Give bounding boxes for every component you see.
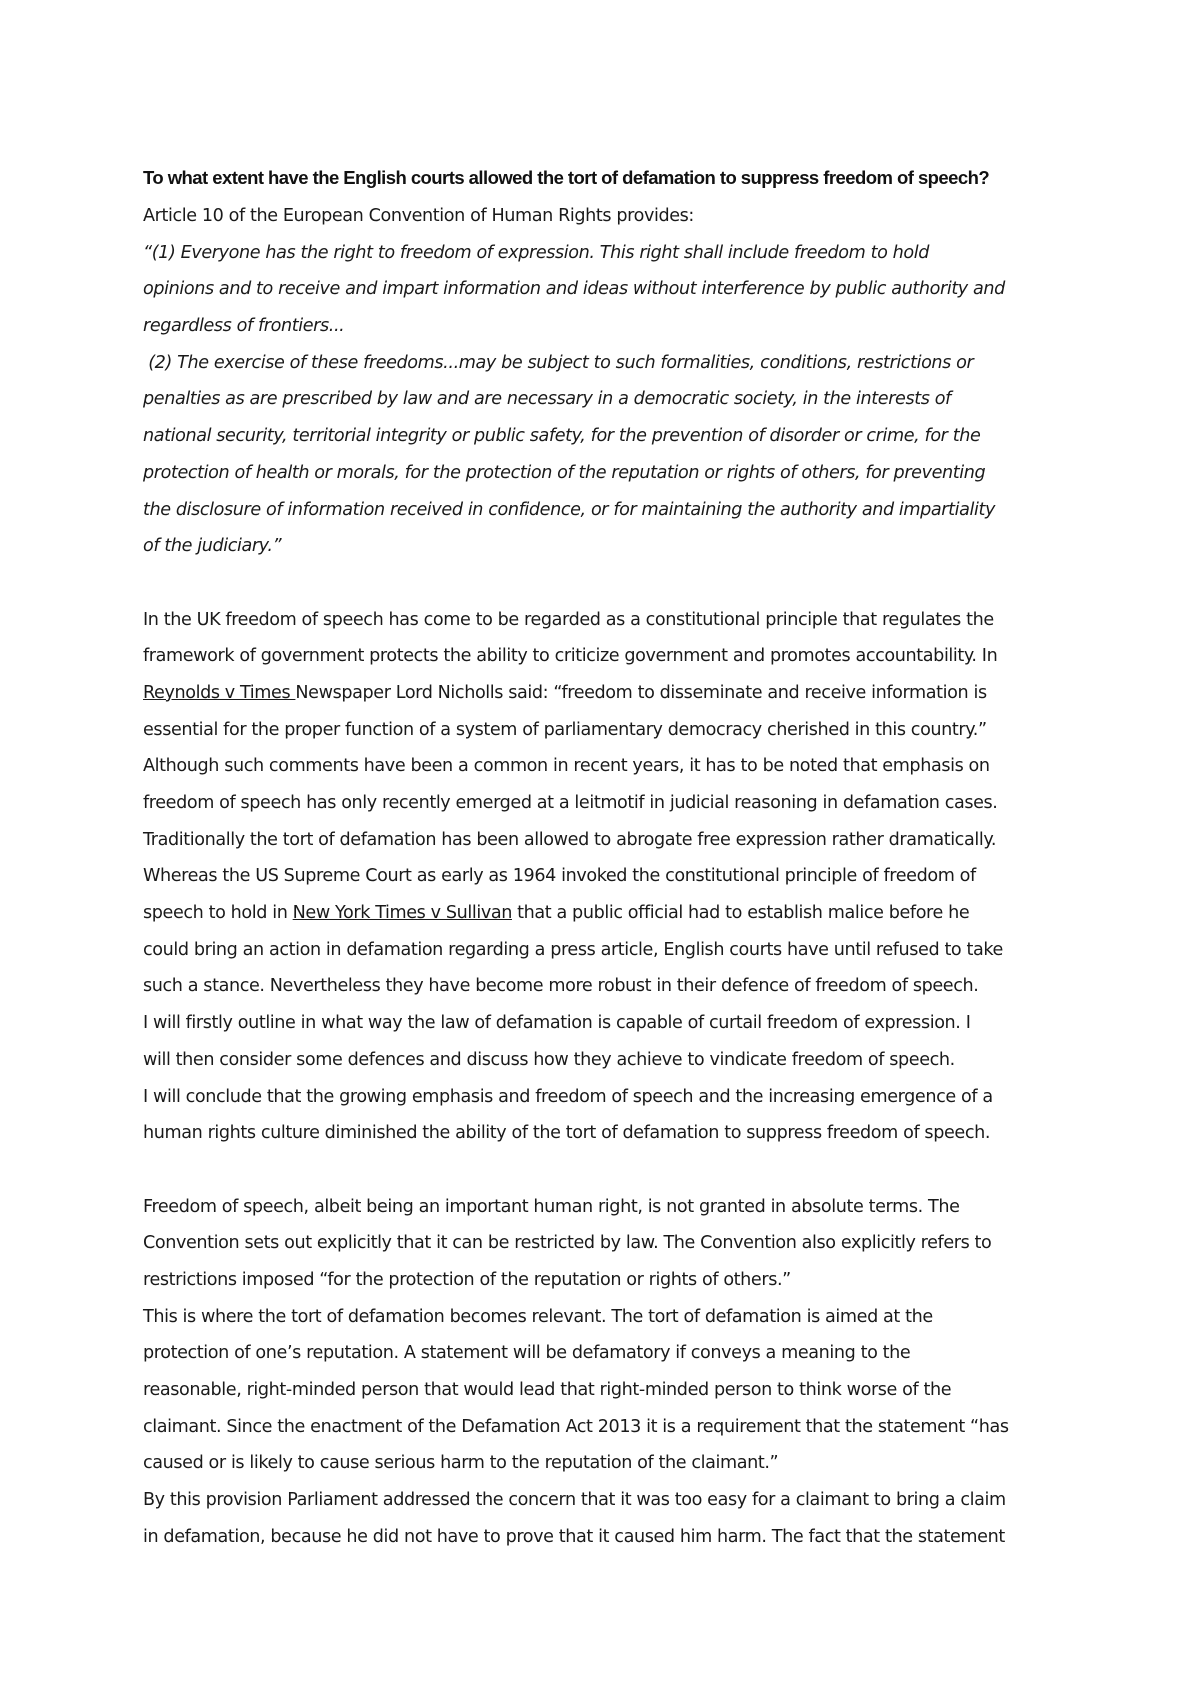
paragraph-line: restrictions imposed “for the protection of the reputation or rights of others.” bbox=[143, 1269, 791, 1290]
case-reference-reynolds: Reynolds v Times bbox=[143, 682, 296, 703]
quote-line: (2) The exercise of these freedoms...may be subject to such formalities, conditions, restrictions or bbox=[143, 352, 974, 373]
paragraph-line bbox=[143, 675, 1078, 712]
paragraph-line: claimant. Since the enactment of the Defamation Act 2013 it is a requirement that the statement “has bbox=[143, 1416, 1009, 1437]
quote-line: the disclosure of information received in confidence, or for maintaining the authority and impartiality bbox=[143, 499, 995, 520]
paragraph-line: essential for the proper function of a system of parliamentary democracy cherished in this country.” bbox=[143, 719, 987, 740]
paragraph-line: reasonable, right-minded person that would lead that right-minded person to think worse of the bbox=[143, 1380, 952, 1400]
paragraph-restrictions bbox=[143, 1189, 1078, 1556]
paragraph-line: Freedom of speech, albeit being an important human right, is not granted in absolute terms. The bbox=[143, 1196, 960, 1217]
paragraph-line: Although such comments have been a common in recent years, it has to be noted that emphasis on bbox=[143, 756, 990, 777]
paragraph-line: human rights culture diminished the ability of the tort of defamation to suppress freedom of speech. bbox=[143, 1123, 991, 1144]
intro-line: Article 10 of the European Convention of Human Rights provides: bbox=[143, 206, 694, 226]
paragraph-line: Traditionally the tort of defamation has been allowed to abrogate free expression rather dramatically. bbox=[143, 829, 997, 850]
paragraph-line: This is where the tort of defamation becomes relevant. The tort of defamation is aimed at the bbox=[143, 1306, 933, 1327]
paragraph-line: protection of one’s reputation. A statement will be defamatory if conveys a meaning to the bbox=[143, 1343, 911, 1364]
paragraph-line: I will firstly outline in what way the law of defamation is capable of curtail freedom of expression. I bbox=[143, 1013, 971, 1034]
paragraph-text: Newspaper Lord Nicholls said: “freedom to disseminate and receive information is bbox=[295, 682, 987, 703]
paragraph-line: Whereas the US Supreme Court as early as 1964 invoked the constitutional principle of freedom of bbox=[143, 866, 976, 887]
quote-line: protection of health or morals, for the protection of the reputation or rights of others, for preventing bbox=[143, 462, 986, 483]
paragraph-introduction bbox=[143, 602, 1078, 1152]
case-reference-sullivan: New York Times v Sullivan bbox=[292, 903, 512, 924]
paragraph-line: such a stance. Nevertheless they have become more robust in their defence of freedom of speech. bbox=[143, 976, 979, 997]
paragraph-line bbox=[143, 895, 1078, 932]
paragraph-line: in defamation, because he did not have to prove that it caused him harm. The fact that the statement bbox=[143, 1526, 1005, 1547]
quote-line: opinions and to receive and impart information and ideas without interference by public authority and bbox=[143, 279, 1005, 300]
paragraph-line: caused or is likely to cause serious harm to the reputation of the claimant.” bbox=[143, 1453, 779, 1474]
paragraph-line: framework of government protects the ability to criticize government and promotes accountability. In bbox=[143, 646, 998, 667]
paragraph-text: speech to hold in bbox=[143, 903, 293, 924]
paragraph-gap bbox=[143, 565, 1078, 602]
paragraph-line: Convention sets out explicitly that it can be restricted by law. The Convention also explicitly refers to bbox=[143, 1233, 992, 1254]
paragraph-line: will then consider some defences and discuss how they achieve to vindicate freedom of speech. bbox=[143, 1049, 955, 1070]
paragraph-text: that a public official had to establish malice before he bbox=[511, 903, 970, 924]
paragraph-line: could bring an action in defamation regarding a press article, English courts have until refused to take bbox=[143, 939, 1003, 960]
quote-line: regardless of frontiers... bbox=[143, 316, 345, 337]
paragraph-line: freedom of speech has only recently emerged at a leitmotif in judicial reasoning in defamation cases. bbox=[143, 793, 998, 813]
essay-title: To what extent have the English courts allowed the tort of defamation to suppress freedom of speech? bbox=[143, 167, 990, 188]
quote-line: “(1) Everyone has the right to freedom of expression. This right shall include freedom to hold bbox=[143, 242, 930, 263]
document-page bbox=[143, 160, 1078, 1555]
paragraph-gap bbox=[143, 1152, 1078, 1189]
quote-line: penalties as are prescribed by law and are necessary in a democratic society, in the interests of bbox=[143, 389, 951, 410]
paragraph-line: By this provision Parliament addressed the concern that it was too easy for a claimant to bring a claim bbox=[143, 1490, 1006, 1511]
article-10-quote bbox=[143, 235, 1078, 565]
paragraph-line: In the UK freedom of speech has come to be regarded as a constitutional principle that regulates the bbox=[143, 609, 994, 630]
paragraph-line: I will conclude that the growing emphasis and freedom of speech and the increasing emergence of a bbox=[143, 1086, 993, 1107]
quote-line: of the judiciary.” bbox=[143, 536, 282, 557]
quote-line: national security, territorial integrity or public safety, for the prevention of disorder or crime, for the bbox=[143, 426, 981, 447]
